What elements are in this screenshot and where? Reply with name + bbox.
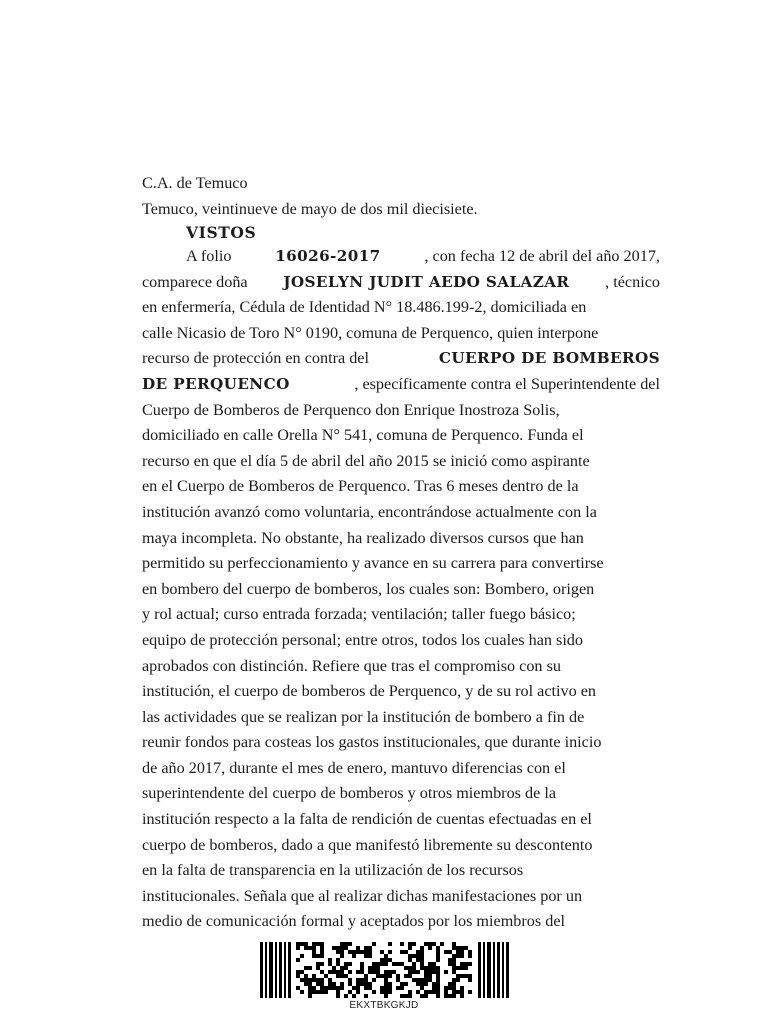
text-word: , específicamente contra el Superintendente del bbox=[354, 374, 660, 393]
text-line bbox=[142, 244, 660, 270]
text-line: domiciliado en calle Orella N° 541, comuna de Perquenco. Funda el bbox=[142, 426, 584, 445]
resolution-date: Temuco, veintinueve de mayo de dos mil diecisiete. bbox=[142, 200, 478, 218]
text-word: A folio bbox=[186, 247, 232, 265]
text-line bbox=[142, 372, 660, 398]
text-line: institución avanzó como voluntaria, encontrándose actualmente con la bbox=[142, 502, 597, 521]
text-line: de año 2017, durante el mes de enero, mantuvo diferencias con el bbox=[142, 758, 566, 777]
text-word: comparece doña bbox=[142, 272, 248, 291]
text-line: institución respecto a la falta de rendición de cuentas efectuadas en el bbox=[142, 810, 592, 829]
text-line: superintendente del cuerpo de bomberos y otros miembros de la bbox=[142, 784, 557, 803]
text-line: recurso en que el día 5 de abril del año 2015 se inició como aspirante bbox=[142, 451, 590, 470]
text-line bbox=[142, 270, 660, 296]
text-line: institución, el cuerpo de bomberos de Perquenco, y de su rol activo en bbox=[142, 682, 597, 701]
text-line: maya incompleta. No obstante, ha realizado diversos cursos que han bbox=[142, 528, 584, 547]
text-line: permitido su perfeccionamiento y avance en su carrera para convertirse bbox=[142, 554, 604, 573]
folio-number: 16026-2017 bbox=[275, 247, 381, 265]
text-line: aprobados con distinción. Refiere que tras el compromiso con su bbox=[142, 656, 561, 675]
text-line: en enfermería, Cédula de Identidad N° 18.486.199-2, domiciliada en bbox=[142, 298, 587, 317]
text-line: las actividades que se realizan por la institución de bombero a fin de bbox=[142, 707, 585, 726]
appellant-name: JOSELYN JUDIT AEDO SALAZAR bbox=[283, 272, 570, 291]
court-name: C.A. de Temuco bbox=[142, 174, 248, 192]
text-line: institucionales. Señala que al realizar dichas manifestaciones por un bbox=[142, 886, 583, 905]
text-line: cuerpo de bomberos, dado a que manifestó libremente su descontento bbox=[142, 835, 593, 854]
text-line: medio de comunicación formal y aceptados por los miembros del bbox=[142, 912, 566, 931]
text-line: reunir fondos para costeas los gastos institucionales, que durante inicio bbox=[142, 733, 602, 752]
barcode-code: EKXTBKGKJD bbox=[349, 1000, 419, 1011]
respondent-name: CUERPO DE BOMBEROS bbox=[438, 349, 660, 368]
text-word: , con fecha 12 de abril del año 2017, bbox=[424, 247, 660, 265]
text-word: recurso de protección en contra del bbox=[142, 349, 369, 368]
text-line: en bombero del cuerpo de bomberos, los cuales son: Bombero, origen bbox=[142, 579, 595, 598]
text-line: en la falta de transparencia en la utilización de los recursos bbox=[142, 861, 524, 880]
text-line: calle Nicasio de Toro N° 0190, comuna de Perquenco, quien interpone bbox=[142, 323, 599, 342]
resolution-body bbox=[142, 244, 660, 935]
section-heading-vistos: VISTOS bbox=[186, 223, 257, 242]
text-line: Cuerpo de Bomberos de Perquenco don Enrique Inostroza Solis, bbox=[142, 400, 560, 419]
text-word: , técnico bbox=[605, 272, 660, 291]
verification-barcode bbox=[258, 940, 510, 1002]
text-line bbox=[142, 346, 660, 372]
text-line: y rol actual; curso entrada forzada; ventilación; taller fuego básico; bbox=[142, 605, 576, 624]
text-line: equipo de protección personal; entre otros, todos los cuales han sido bbox=[142, 630, 583, 649]
respondent-name: DE PERQUENCO bbox=[142, 374, 290, 393]
text-line: en el Cuerpo de Bomberos de Perquenco. Tras 6 meses dentro de la bbox=[142, 477, 579, 496]
